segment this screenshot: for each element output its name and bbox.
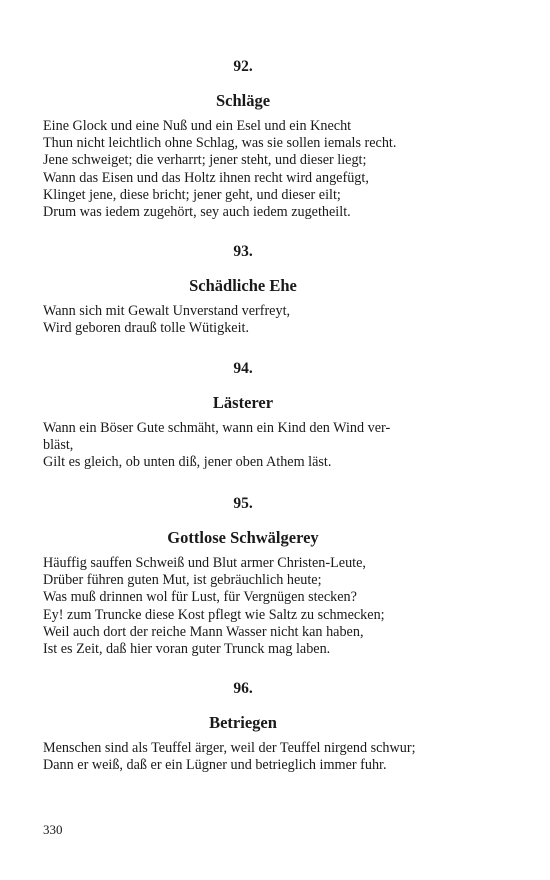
poem-number: 94.	[233, 360, 253, 377]
poem-line: Häuffig sauffen Schweiß und Blut armer Christen-Leute,	[43, 555, 366, 571]
poem-96	[43, 680, 443, 774]
poem-line: Was muß drinnen wol für Lust, für Vergnügen stecken?	[43, 589, 357, 606]
poem-title: Lästerer	[212, 393, 274, 412]
poem-line: Ist es Zeit, daß hier voran guter Trunck mag laben.	[43, 641, 331, 658]
poem-line: Wann das Eisen und das Holtz ihnen recht wird angefügt,	[43, 169, 369, 186]
poem-line: bläst,	[43, 437, 74, 454]
poem-line: Ey! zum Truncke diese Kost pflegt wie Saltz zu schmecken;	[43, 606, 385, 623]
poem-number: 96.	[233, 680, 253, 697]
poem-title: Schläge	[215, 91, 271, 110]
poem-title: Schädliche Ehe	[189, 276, 297, 295]
poem-line: Dann er weiß, daß er ein Lügner und betrieglich immer fuhr.	[43, 757, 387, 774]
poem-line: Thun nicht leichtlich ohne Schlag, was sie sollen iemals recht.	[43, 135, 397, 152]
poem-number: 95.	[233, 495, 253, 512]
poem-title: Gottlose Schwälgerey	[167, 528, 319, 547]
poem-number: 92.	[233, 58, 253, 75]
poem-line: Wann ein Böser Gute schmäht, wann ein Kind den Wind ver-	[43, 420, 391, 436]
poem-body	[43, 118, 443, 221]
poem-line: Klinget jene, diese bricht; jener geht, und dieser eilt;	[43, 186, 341, 203]
poem-line: Wann sich mit Gewalt Unverstand verfreyt,	[43, 303, 291, 319]
poem-line: Gilt es gleich, ob unten diß, jener oben Athem läst.	[43, 454, 332, 471]
poem-92	[43, 58, 443, 221]
poem-93	[43, 243, 443, 337]
poem-line: Eine Glock und eine Nuß und ein Esel und ein Knecht	[43, 118, 352, 134]
poem-line: Jene schweiget; die verharrt; jener steht, und dieser liegt;	[43, 152, 367, 169]
poem-line: Wird geboren drauß tolle Wütigkeit.	[43, 320, 250, 337]
poem-body	[43, 420, 443, 472]
poem-body	[43, 740, 443, 774]
poem-line: Drüber führen guten Mut, ist gebräuchlich heute;	[43, 572, 322, 589]
poem-line: Menschen sind als Teuffel ärger, weil der Teuffel nirgend schwur;	[43, 740, 416, 756]
poem-line: Weil auch dort der reiche Mann Wasser nicht kan haben,	[43, 623, 364, 640]
poem-line: Drum was iedem zugehört, sey auch iedem zugetheilt.	[43, 204, 351, 221]
poem-body	[43, 555, 443, 658]
poem-body	[43, 303, 443, 337]
poem-94	[43, 360, 443, 472]
poem-95	[43, 495, 443, 658]
poem-title: Betriegen	[209, 713, 277, 732]
page-number: 330	[43, 822, 63, 837]
poem-number: 93.	[233, 243, 253, 260]
